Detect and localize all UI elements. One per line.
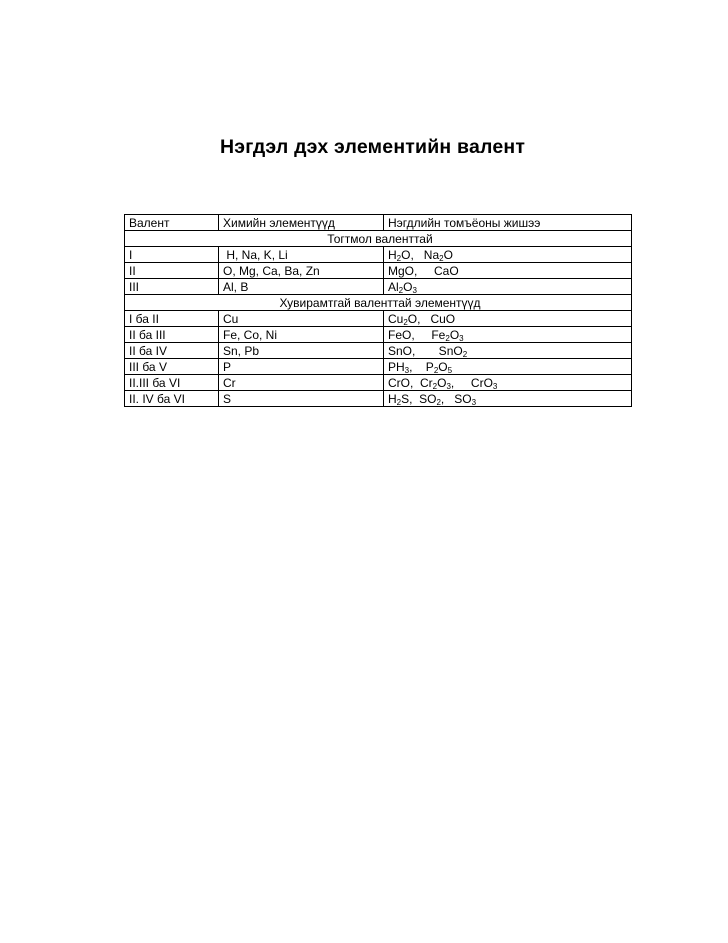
formula-text: MgO, CaO (388, 263, 459, 278)
formula-subscript: 2 (432, 381, 438, 391)
formula-text: , SO (440, 391, 472, 406)
valence-cell: II. IV ба VI (125, 391, 219, 407)
formula-text: O (403, 279, 413, 294)
elements-cell: Sn, Pb (219, 343, 384, 359)
table-row (125, 279, 632, 295)
examples-cell (384, 359, 632, 375)
header-elements: Химийн элементүүд (219, 215, 384, 231)
group-row-constant (125, 231, 632, 247)
formula-subscript: 3 (459, 333, 464, 343)
valence-cell: III ба V (125, 359, 219, 375)
table-row (125, 327, 632, 343)
examples-cell (384, 327, 632, 343)
elements-cell: Fe, Co, Ni (219, 327, 384, 343)
formula-subscript: 2 (436, 397, 441, 407)
valence-cell: III (125, 279, 219, 295)
valence-cell: I (125, 247, 219, 263)
table-row (125, 263, 632, 279)
page-title: Нэгдэл дэх элементийн валент (220, 136, 526, 158)
formula-text: FeO, Fe (388, 327, 446, 342)
formula-subscript: 2 (403, 317, 408, 327)
formula-subscript: 2 (445, 333, 450, 343)
elements-cell: P (219, 359, 384, 375)
formula-text: O (437, 375, 447, 390)
elements-cell: O, Mg, Ca, Ba, Zn (219, 263, 384, 279)
table-row (125, 375, 632, 391)
formula-text: H (388, 391, 397, 406)
examples-cell (384, 279, 632, 295)
elements-cell: Cu (219, 311, 384, 327)
examples-cell (384, 343, 632, 359)
valence-cell: II.III ба VI (125, 375, 219, 391)
formula-subscript: 2 (396, 253, 402, 263)
examples-cell (384, 247, 632, 263)
valence-cell: I ба II (125, 311, 219, 327)
formula-subscript: 3 (412, 285, 417, 295)
table-header-row (125, 215, 632, 231)
table-row (125, 359, 632, 375)
valence-cell: II ба III (125, 327, 219, 343)
valence-table (124, 214, 632, 407)
examples-cell (384, 311, 632, 327)
formula-subscript: 3 (492, 381, 498, 391)
formula-subscript: 2 (433, 365, 439, 375)
formula-text: CrO, Cr (388, 375, 433, 390)
formula-text: O, CuO (407, 311, 456, 326)
elements-cell: H, Na, K, Li (219, 247, 384, 263)
group-row-variable (125, 295, 632, 311)
formula-text: , CrO (450, 375, 493, 390)
formula-text: Al (388, 279, 399, 294)
elements-cell: S (219, 391, 384, 407)
formula-text: O (449, 327, 460, 342)
formula-text: O, Na (401, 247, 440, 262)
formula-text: O (443, 247, 453, 262)
table-row (125, 311, 632, 327)
formula-text: Cu (388, 311, 404, 326)
formula-text: , P (409, 359, 434, 374)
examples-cell (384, 263, 632, 279)
formula-subscript: 3 (471, 397, 477, 407)
examples-cell (384, 375, 632, 391)
formula-text: O (438, 359, 448, 374)
formula-text: SnO, SnO (388, 343, 463, 358)
valence-cell: II ба IV (125, 343, 219, 359)
examples-cell (384, 391, 632, 407)
formula-subscript: 3 (404, 365, 410, 375)
elements-cell: Cr (219, 375, 384, 391)
group-heading-variable: Хувирамтгай валенттай элементүүд (125, 295, 632, 311)
formula-text: S, SO (401, 391, 437, 406)
table-row (125, 343, 632, 359)
header-valence: Валент (125, 215, 219, 231)
formula-subscript: 5 (447, 365, 453, 375)
valence-cell: II (125, 263, 219, 279)
formula-subscript: 2 (462, 349, 468, 359)
formula-subscript: 2 (439, 253, 444, 263)
formula-text: PH (388, 359, 405, 374)
elements-cell: Al, B (219, 279, 384, 295)
group-heading-constant: Тогтмол валенттай (125, 231, 632, 247)
table-row (125, 247, 632, 263)
table-row (125, 391, 632, 407)
header-examples: Нэгдлийн томъёоны жишээ (384, 215, 632, 231)
formula-text: H (388, 247, 397, 262)
formula-subscript: 3 (446, 381, 451, 391)
formula-subscript: 2 (398, 285, 404, 295)
formula-subscript: 2 (396, 397, 402, 407)
